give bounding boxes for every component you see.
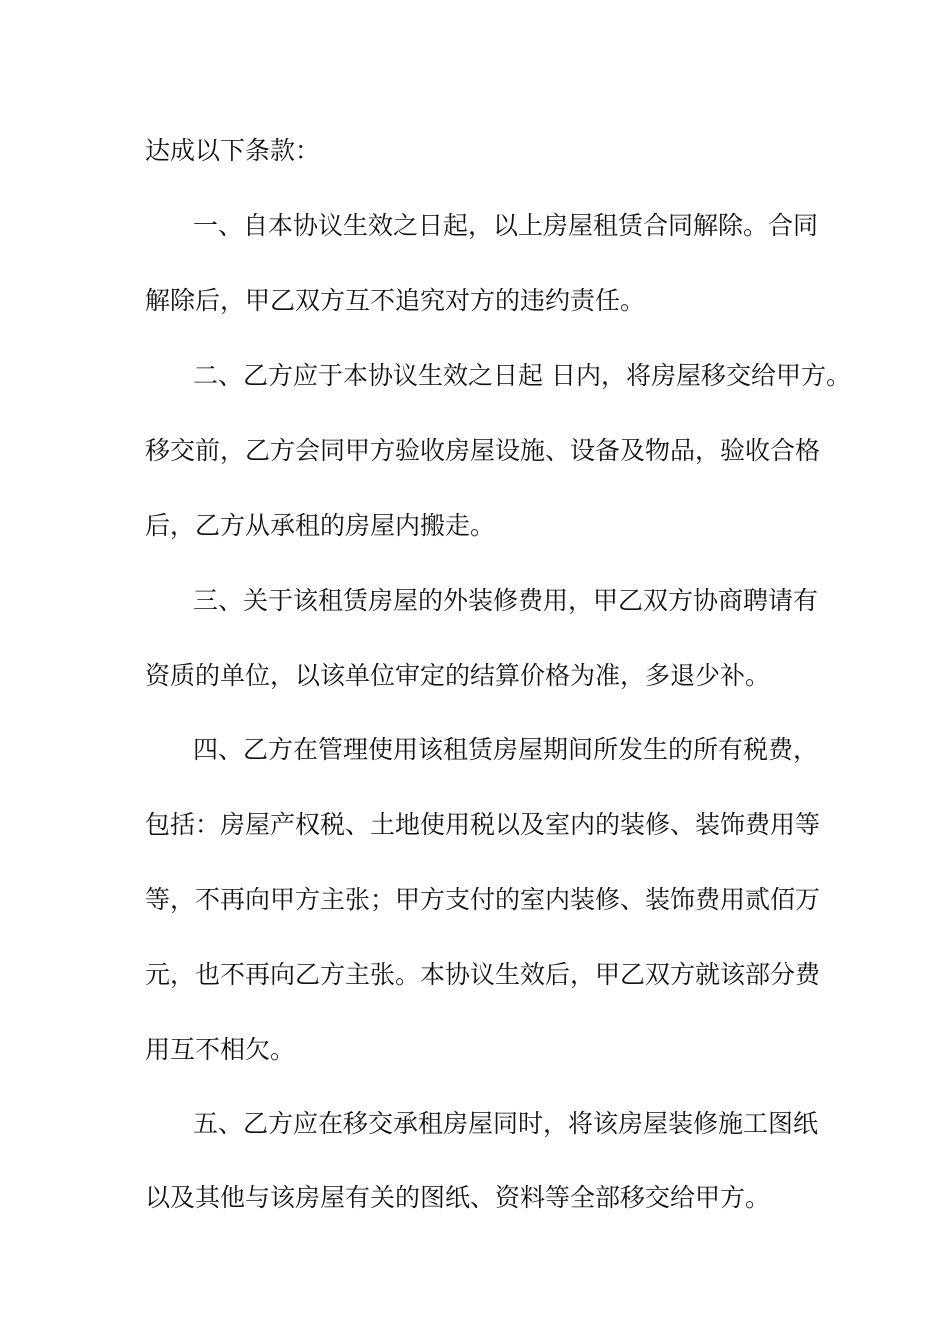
text-line: 资质的单位，以该单位审定的结算价格为准，多退少补。 <box>145 661 771 690</box>
text-line: 解除后，甲乙双方互不追究对方的违约责任。 <box>145 286 646 315</box>
clause-2-line: 二、乙方应于本协议生效之日起 日内，将房屋移交给甲方。 <box>193 361 851 390</box>
text-line: 达成以下条款： <box>145 136 321 165</box>
text-line: 后，乙方从承租的房屋内搬走。 <box>145 511 496 540</box>
clause-3-line: 三、关于该租赁房屋的外装修费用，甲乙双方协商聘请有 <box>193 586 819 615</box>
clause-1-line: 一、自本协议生效之日起，以上房屋租赁合同解除。合同 <box>193 211 819 240</box>
text-line: 用互不相欠。 <box>145 1035 296 1064</box>
clause-5-line: 五、乙方应在移交承租房屋同时，将该房屋装修施工图纸 <box>193 1109 819 1138</box>
text-line: 移交前，乙方会同甲方验收房屋设施、设备及物品，验收合格 <box>145 436 821 465</box>
clause-4-line: 四、乙方在管理使用该租赁房屋期间所发生的所有税费， <box>193 735 819 764</box>
text-line: 以及其他与该房屋有关的图纸、资料等全部移交给甲方。 <box>145 1183 771 1212</box>
text-line: 元，也不再向乙方主张。本协议生效后，甲乙双方就该部分费 <box>145 960 821 989</box>
text-line: 包括：房屋产权税、土地使用税以及室内的装修、装饰费用等 <box>145 810 821 839</box>
text-line: 等，不再向甲方主张；甲方支付的室内装修、装饰费用贰佰万 <box>145 885 821 914</box>
